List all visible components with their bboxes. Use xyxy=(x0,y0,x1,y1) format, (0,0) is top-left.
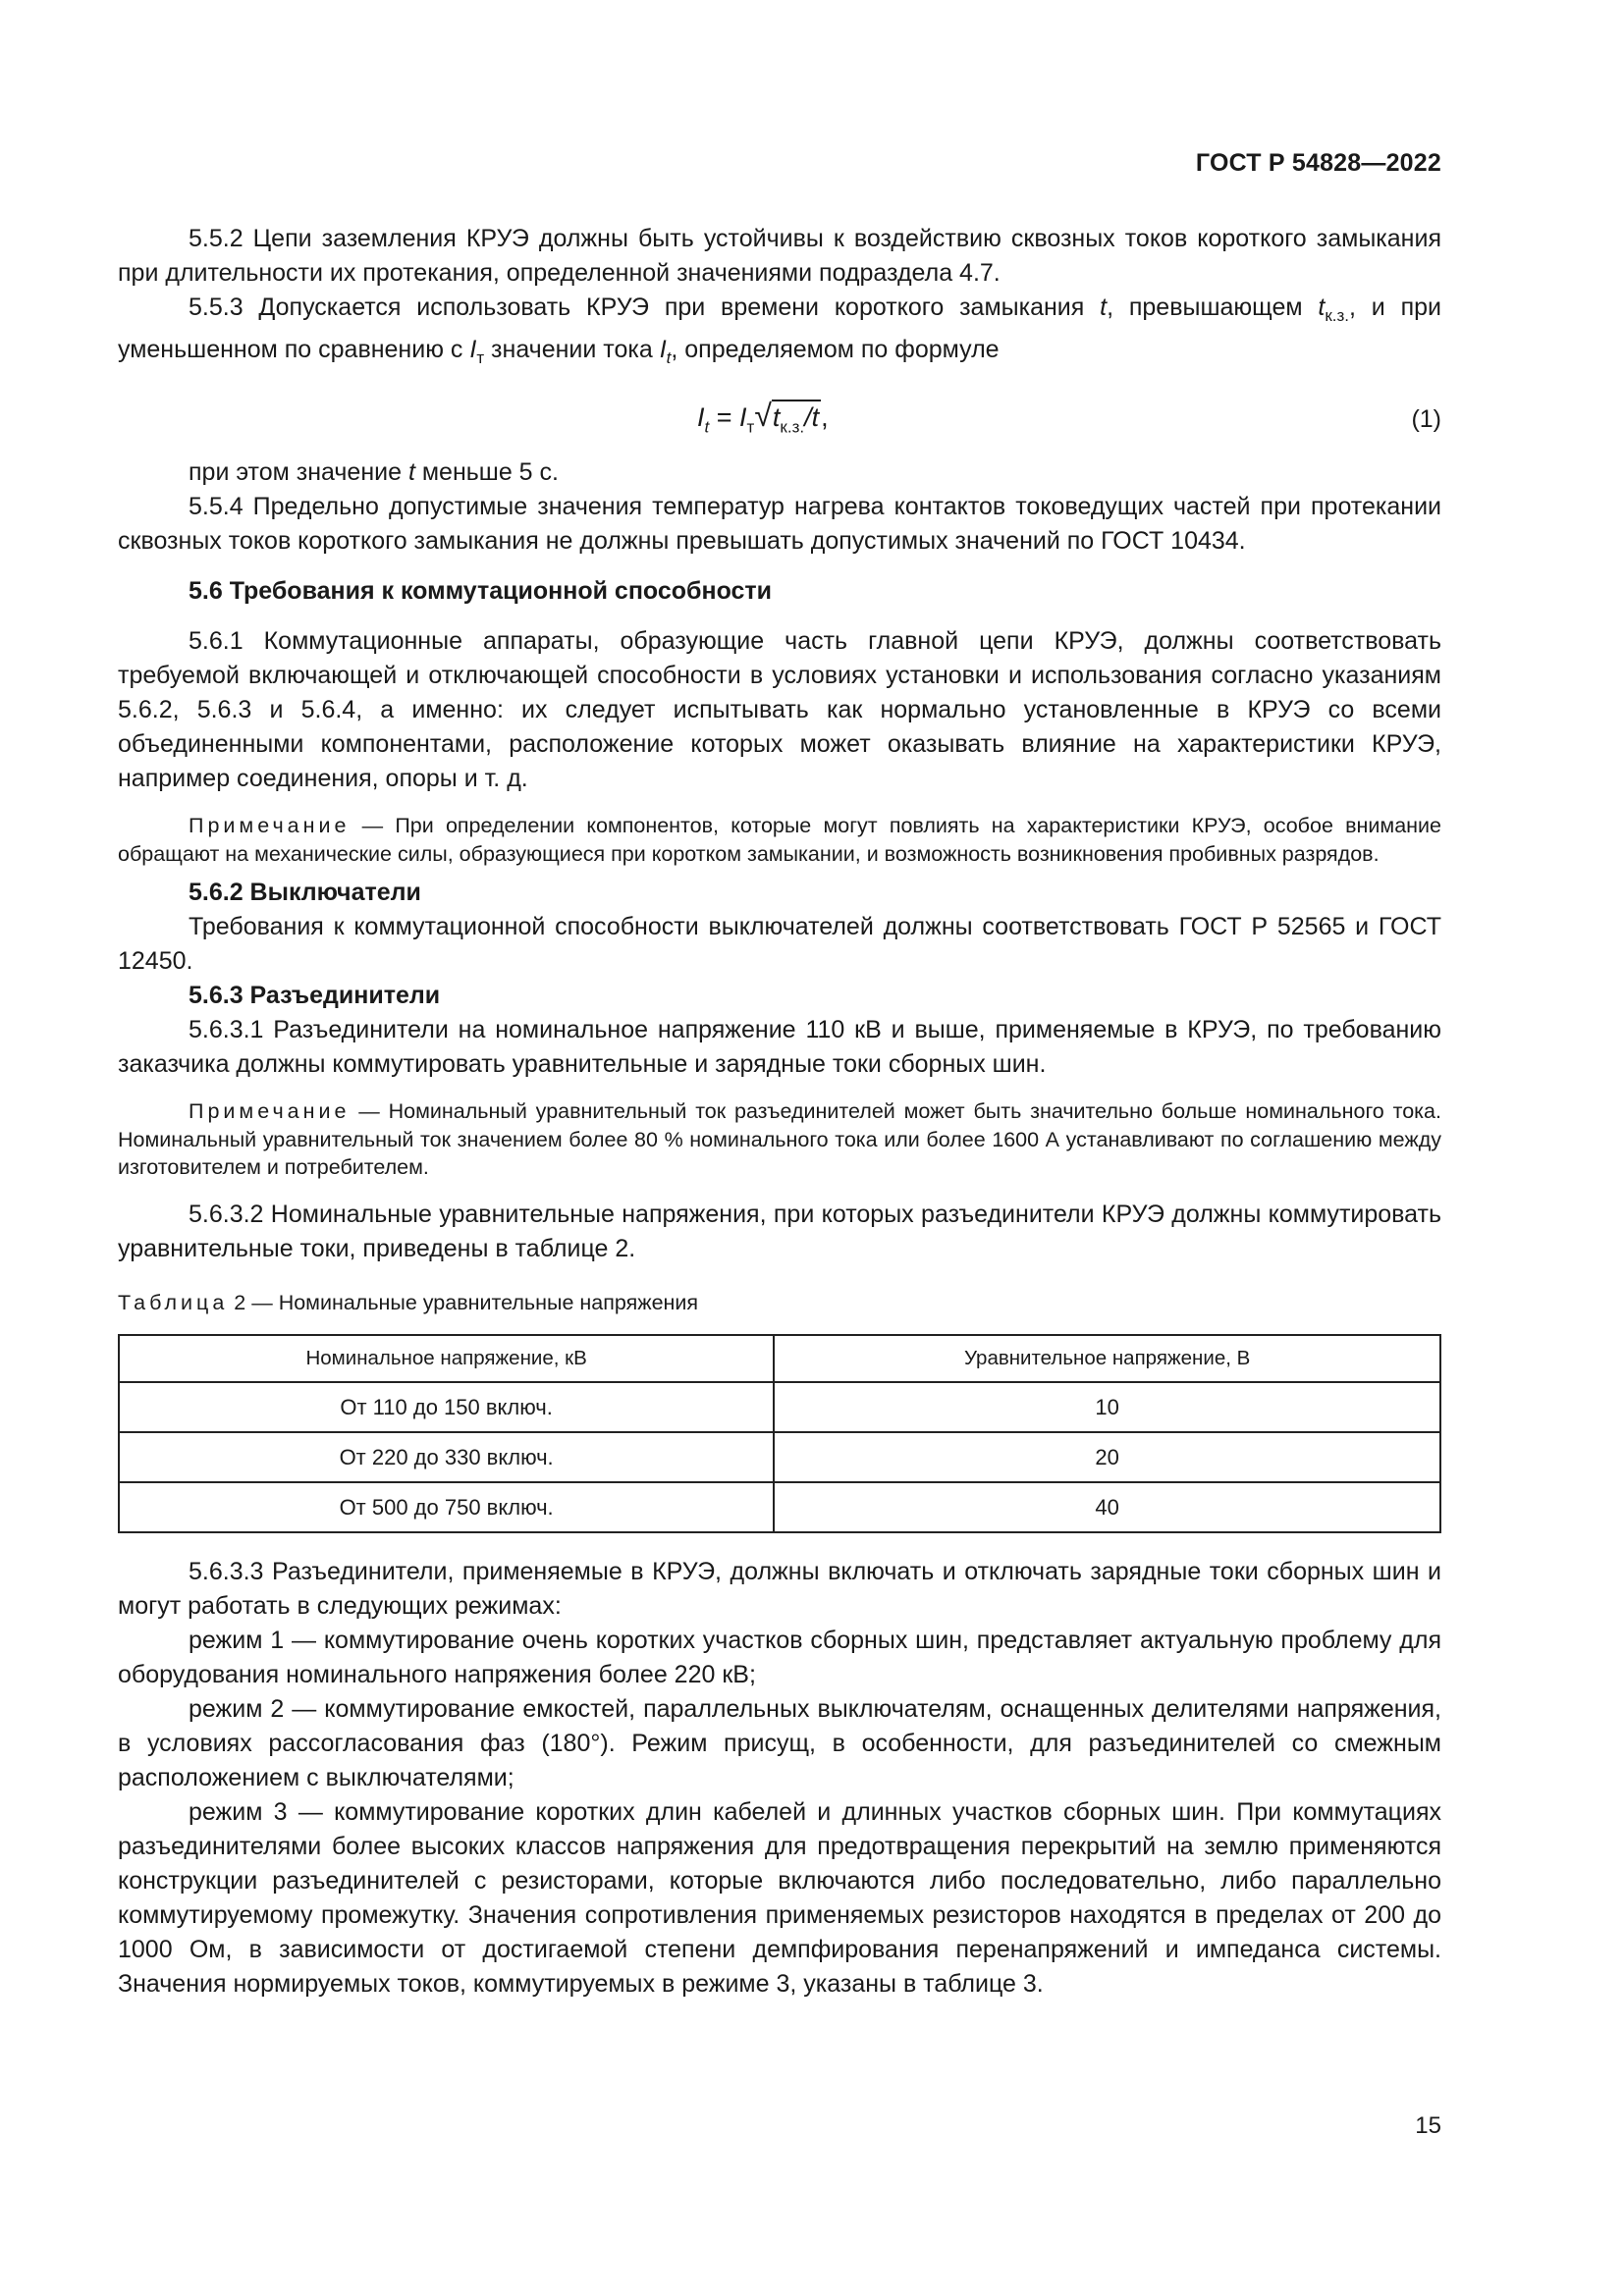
formula-1 xyxy=(118,393,1441,452)
table-caption-label: Таблица xyxy=(118,1290,229,1314)
mode-1: режим 1 — коммутирование очень коротких участков сборных шин, представляет актуальную проблему для оборудования номинального напряжения более 220 кВ; xyxy=(118,1626,1441,1688)
table-cell: От 110 до 150 включ. xyxy=(119,1382,774,1432)
sqrt-icon: √ xyxy=(754,398,772,433)
symbol-I: I xyxy=(469,336,477,363)
table-row xyxy=(119,1482,1440,1532)
formula-radicand xyxy=(772,400,821,443)
text-run: при этом значение xyxy=(189,458,408,486)
formula-divisor: /t xyxy=(804,402,820,432)
mode-3: режим 3 — коммутирование коротких длин кабелей и длинных участков сборных шин. При коммутациях разъединителями более высоких классов напряжения для предотвращения перекрытий на землю применяются конструкции разъединителей с резисторами, которые включаются либо последовательно, либо параллельно коммутируемому промежутку. Значения сопротивления применяемых резисторов находятся в пределах от 200 до 1000 Ом, в зависимости от достигаемой степени демпфирования перенапряжений и импеданса системы. Значения нормируемых токов, коммутируемых в режиме 3, указаны в таблице 3. xyxy=(118,1797,1441,1998)
paragraph-5-6-2: Требования к коммутационной способности выключателей должны соответствовать ГОСТ Р 52565 и ГОСТ 12450. xyxy=(118,913,1441,975)
table-cell: 40 xyxy=(774,1482,1440,1532)
table-cell: 10 xyxy=(774,1382,1440,1432)
text-run: , и при уменьшенном по сравнению с xyxy=(118,294,1442,363)
paragraph-after-formula xyxy=(118,455,1441,490)
paragraph-5-5-4: 5.5.4 Предельно допустимые значения температур нагрева контактов токоведущих частей при протекании сквозных токов короткого замыкания не должны превышать допустимых значений по ГОСТ 10434. xyxy=(118,493,1441,555)
formula-lhs: I xyxy=(697,402,705,432)
symbol-t: t xyxy=(1318,294,1326,321)
table-row xyxy=(119,1382,1440,1432)
table-cell: От 500 до 750 включ. xyxy=(119,1482,774,1532)
paragraph-5-6-3-3: 5.6.3.3 Разъединители, применяемые в КРУЭ, должны включать и отключать зарядные токи сборных шин и могут работать в следующих режимах: xyxy=(118,1557,1441,1620)
mode-2: режим 2 — коммутирование емкостей, параллельных выключателям, оснащенных делителями напряжения, в условиях рассогласования фаз (180°). Режим присущ, в особенности, для разъединителей со смежным расположением с выключателями; xyxy=(118,1694,1441,1791)
note-text: — Номинальный уравнительный ток разъединителей может быть значительно больше номинального тока. Номинальный уравнительный ток значением более 80 % номинального тока или более 1600 А устанавливают по соглашению между изготовителем и потребителем. xyxy=(118,1099,1441,1179)
table-cell: От 220 до 330 включ. xyxy=(119,1432,774,1482)
symbol-t: t xyxy=(1100,294,1108,321)
table-header-cell: Номинальное напряжение, кВ xyxy=(119,1335,774,1382)
note-label: Примечание xyxy=(189,1099,351,1123)
document-body xyxy=(118,222,1441,2002)
table-header-row xyxy=(119,1335,1440,1382)
page-number: 15 xyxy=(1415,2112,1441,2139)
text-run: , определяемом по формуле xyxy=(671,336,1000,363)
text-run: , превышающем xyxy=(1107,294,1319,321)
note-text: — При определении компонентов, которые могут повлиять на характеристики КРУЭ, особое внимание обращают на механические силы, образующиеся при коротком замыкании, и возможность возникновения пробивных разрядов. xyxy=(118,814,1441,866)
text-run: 5.5.3 Допускается использовать КРУЭ при времени короткого замыкания xyxy=(189,294,1101,321)
formula-expression xyxy=(697,399,829,444)
note-2 xyxy=(118,1097,1441,1182)
note-1 xyxy=(118,812,1441,868)
document-header: ГОСТ Р 54828—2022 xyxy=(1195,149,1441,177)
formula-comma: , xyxy=(821,402,829,432)
paragraph-5-5-3 xyxy=(118,291,1441,375)
table-caption-text: 2 — Номинальные уравнительные напряжения xyxy=(228,1290,699,1314)
text-run: меньше 5 с. xyxy=(414,458,559,486)
table-2 xyxy=(118,1334,1441,1533)
paragraph-5-5-2: 5.5.2 Цепи заземления КРУЭ должны быть устойчивы к воздействию сквозных токов короткого замыкания при длительности их протекания, определенной значениями подраздела 4.7. xyxy=(118,225,1441,287)
subscript-t: т xyxy=(476,348,485,367)
formula-t-sub: к.з. xyxy=(780,417,805,437)
formula-lhs-sub: t xyxy=(704,417,710,437)
section-heading-5-6-2: 5.6.2 Выключатели xyxy=(189,879,421,906)
subscript-kz: к.з. xyxy=(1325,306,1350,325)
paragraph-5-6-1: 5.6.1 Коммутационные аппараты, образующие часть главной цепи КРУЭ, должны соответствовать требуемой включающей и отключающей способности в условиях установки и использования согласно указаниям 5.6.2, 5.6.3 и 5.6.4, а именно: их следует испытывать как нормально установленные в КРУЭ со всеми объединенными компонентами, расположение которых может оказывать влияние на характеристики КРУЭ, например соединения, опоры и т. д. xyxy=(118,627,1441,792)
paragraph-5-6-3-1: 5.6.3.1 Разъединители на номинальное напряжение 110 кВ и выше, применяемые в КРУЭ, по требованию заказчика должны коммутировать уравнительные и зарядные токи сборных шин. xyxy=(118,1016,1441,1078)
formula-t: t xyxy=(772,402,781,432)
formula-equals: = xyxy=(709,402,740,432)
symbol-t: t xyxy=(407,458,415,486)
formula-number: (1) xyxy=(1411,405,1441,433)
note-label: Примечание xyxy=(189,814,351,837)
paragraph-5-6-3-2: 5.6.3.2 Номинальные уравнительные напряжения, при которых разъединители КРУЭ должны коммутировать уравнительные токи, приведены в таблице 2. xyxy=(118,1200,1441,1262)
formula-I-sub: т xyxy=(746,417,755,437)
formula-I: I xyxy=(739,402,747,432)
table-cell: 20 xyxy=(774,1432,1440,1482)
table-header-cell: Уравнительное напряжение, В xyxy=(774,1335,1440,1382)
table-row xyxy=(119,1432,1440,1482)
symbol-I: I xyxy=(659,336,667,363)
text-run: значении тока xyxy=(484,336,660,363)
section-heading-5-6: 5.6 Требования к коммутационной способности xyxy=(189,577,773,605)
subscript-t-italic: t xyxy=(666,348,672,367)
section-heading-5-6-3: 5.6.3 Разъединители xyxy=(189,982,441,1009)
table-caption xyxy=(118,1286,1441,1320)
